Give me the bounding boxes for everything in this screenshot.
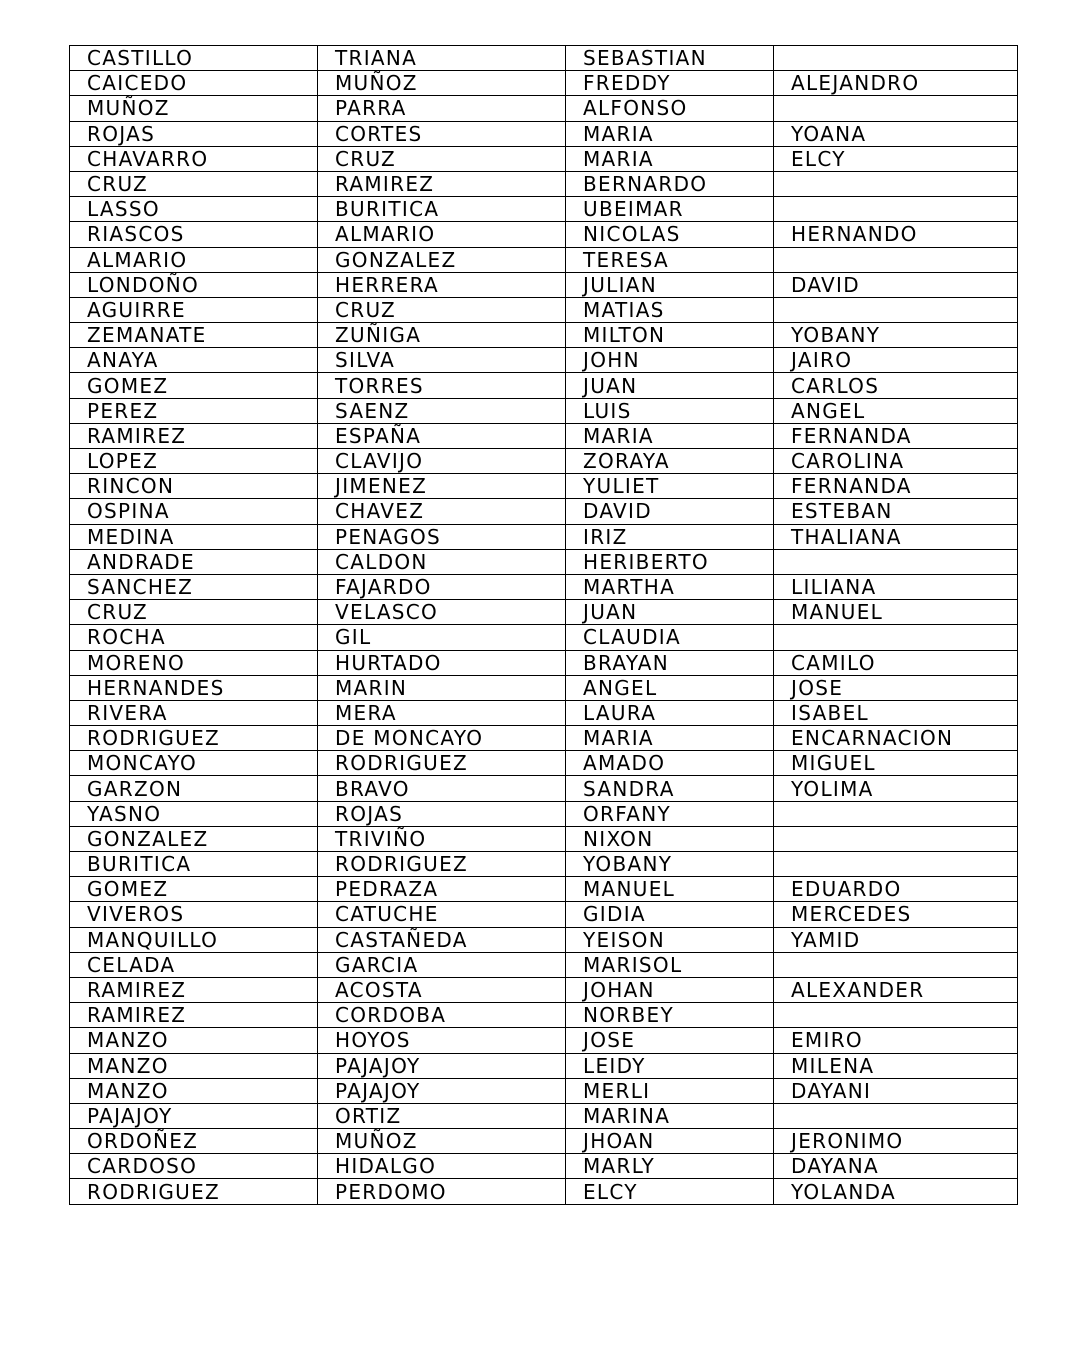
first-name-cell: NIXON xyxy=(566,826,774,851)
first-surname-cell: RAMIREZ xyxy=(70,1003,318,1028)
first-name-cell: IRIZ xyxy=(566,524,774,549)
first-surname-cell: AGUIRRE xyxy=(70,297,318,322)
first-name-cell: JOHN xyxy=(566,348,774,373)
first-surname-cell: RAMIREZ xyxy=(70,423,318,448)
second-name-cell: YAMID xyxy=(774,927,1018,952)
first-surname-cell: CRUZ xyxy=(70,171,318,196)
table-row xyxy=(70,96,1018,121)
table-row xyxy=(70,902,1018,927)
second-name-cell xyxy=(774,1003,1018,1028)
second-surname-cell: PEDRAZA xyxy=(318,877,566,902)
second-surname-cell: PARRA xyxy=(318,96,566,121)
table-row xyxy=(70,197,1018,222)
first-name-cell: HERIBERTO xyxy=(566,549,774,574)
first-name-cell: GIDIA xyxy=(566,902,774,927)
first-name-cell: JHOAN xyxy=(566,1129,774,1154)
second-surname-cell: HIDALGO xyxy=(318,1154,566,1179)
first-surname-cell: MORENO xyxy=(70,650,318,675)
first-name-cell: JUAN xyxy=(566,373,774,398)
first-name-cell: MARINA xyxy=(566,1103,774,1128)
first-name-cell: JULIAN xyxy=(566,272,774,297)
second-name-cell: ELCY xyxy=(774,146,1018,171)
table-row xyxy=(70,700,1018,725)
second-surname-cell: SILVA xyxy=(318,348,566,373)
first-name-cell: ALFONSO xyxy=(566,96,774,121)
first-surname-cell: MANZO xyxy=(70,1053,318,1078)
second-surname-cell: MUÑOZ xyxy=(318,1129,566,1154)
first-surname-cell: CARDOSO xyxy=(70,1154,318,1179)
second-name-cell: EDUARDO xyxy=(774,877,1018,902)
second-name-cell: YOLANDA xyxy=(774,1179,1018,1204)
second-name-cell: ANGEL xyxy=(774,398,1018,423)
first-name-cell: TERESA xyxy=(566,247,774,272)
second-surname-cell: HURTADO xyxy=(318,650,566,675)
first-surname-cell: PAJAJOY xyxy=(70,1103,318,1128)
first-surname-cell: HERNANDES xyxy=(70,675,318,700)
second-surname-cell: MUÑOZ xyxy=(318,71,566,96)
table-row xyxy=(70,323,1018,348)
first-surname-cell: RODRIGUEZ xyxy=(70,726,318,751)
second-surname-cell: CHAVEZ xyxy=(318,499,566,524)
second-name-cell xyxy=(774,96,1018,121)
first-name-cell: MILTON xyxy=(566,323,774,348)
second-name-cell: CAMILO xyxy=(774,650,1018,675)
second-surname-cell: ALMARIO xyxy=(318,222,566,247)
second-surname-cell: PAJAJOY xyxy=(318,1078,566,1103)
first-name-cell: SEBASTIAN xyxy=(566,46,774,71)
first-surname-cell: ORDOÑEZ xyxy=(70,1129,318,1154)
second-surname-cell: CASTAÑEDA xyxy=(318,927,566,952)
second-surname-cell: TRIANA xyxy=(318,46,566,71)
first-surname-cell: RAMIREZ xyxy=(70,977,318,1002)
second-name-cell: DAVID xyxy=(774,272,1018,297)
second-surname-cell: CRUZ xyxy=(318,297,566,322)
table-row xyxy=(70,1103,1018,1128)
first-surname-cell: RINCON xyxy=(70,474,318,499)
table-row xyxy=(70,726,1018,751)
first-surname-cell: LOPEZ xyxy=(70,449,318,474)
first-name-cell: LAURA xyxy=(566,700,774,725)
second-name-cell xyxy=(774,952,1018,977)
second-surname-cell: BURITICA xyxy=(318,197,566,222)
second-surname-cell: CATUCHE xyxy=(318,902,566,927)
table-row xyxy=(70,650,1018,675)
table-row xyxy=(70,852,1018,877)
second-name-cell: ENCARNACION xyxy=(774,726,1018,751)
second-surname-cell: BRAVO xyxy=(318,776,566,801)
second-surname-cell: ESPAÑA xyxy=(318,423,566,448)
first-name-cell: MATIAS xyxy=(566,297,774,322)
second-name-cell xyxy=(774,197,1018,222)
second-name-cell xyxy=(774,171,1018,196)
second-name-cell: YOANA xyxy=(774,121,1018,146)
first-name-cell: LUIS xyxy=(566,398,774,423)
second-name-cell xyxy=(774,801,1018,826)
second-surname-cell: GARCIA xyxy=(318,952,566,977)
first-name-cell: MARTHA xyxy=(566,574,774,599)
second-surname-cell: FAJARDO xyxy=(318,574,566,599)
first-name-cell: JOSE xyxy=(566,1028,774,1053)
table-row xyxy=(70,952,1018,977)
second-name-cell: JERONIMO xyxy=(774,1129,1018,1154)
second-surname-cell: ACOSTA xyxy=(318,977,566,1002)
second-name-cell: MILENA xyxy=(774,1053,1018,1078)
first-name-cell: DAVID xyxy=(566,499,774,524)
table-row xyxy=(70,71,1018,96)
first-surname-cell: MANQUILLO xyxy=(70,927,318,952)
names-document xyxy=(69,45,1017,1205)
first-surname-cell: ROJAS xyxy=(70,121,318,146)
second-name-cell: CARLOS xyxy=(774,373,1018,398)
first-name-cell: LEIDY xyxy=(566,1053,774,1078)
table-row xyxy=(70,121,1018,146)
table-row xyxy=(70,751,1018,776)
second-name-cell: DAYANI xyxy=(774,1078,1018,1103)
first-surname-cell: BURITICA xyxy=(70,852,318,877)
first-name-cell: MARIA xyxy=(566,726,774,751)
table-row xyxy=(70,499,1018,524)
table-row xyxy=(70,1003,1018,1028)
first-surname-cell: GOMEZ xyxy=(70,373,318,398)
second-surname-cell: RODRIGUEZ xyxy=(318,852,566,877)
table-row xyxy=(70,1129,1018,1154)
second-surname-cell: MARIN xyxy=(318,675,566,700)
first-name-cell: YEISON xyxy=(566,927,774,952)
first-name-cell: AMADO xyxy=(566,751,774,776)
first-surname-cell: MUÑOZ xyxy=(70,96,318,121)
table-row xyxy=(70,348,1018,373)
second-surname-cell: TORRES xyxy=(318,373,566,398)
first-surname-cell: MANZO xyxy=(70,1078,318,1103)
first-surname-cell: ANDRADE xyxy=(70,549,318,574)
second-name-cell xyxy=(774,1103,1018,1128)
second-surname-cell: CLAVIJO xyxy=(318,449,566,474)
second-name-cell: MIGUEL xyxy=(774,751,1018,776)
first-surname-cell: CAICEDO xyxy=(70,71,318,96)
first-surname-cell: CELADA xyxy=(70,952,318,977)
first-surname-cell: ROCHA xyxy=(70,625,318,650)
second-name-cell: FERNANDA xyxy=(774,423,1018,448)
first-surname-cell: CRUZ xyxy=(70,600,318,625)
first-surname-cell: GARZON xyxy=(70,776,318,801)
first-name-cell: NICOLAS xyxy=(566,222,774,247)
table-row xyxy=(70,297,1018,322)
second-name-cell xyxy=(774,826,1018,851)
first-name-cell: MANUEL xyxy=(566,877,774,902)
table-row xyxy=(70,675,1018,700)
second-name-cell xyxy=(774,46,1018,71)
second-name-cell: ISABEL xyxy=(774,700,1018,725)
second-surname-cell: TRIVIÑO xyxy=(318,826,566,851)
names-table-body xyxy=(70,46,1018,1205)
second-name-cell: MERCEDES xyxy=(774,902,1018,927)
first-surname-cell: RODRIGUEZ xyxy=(70,1179,318,1204)
first-name-cell: ORFANY xyxy=(566,801,774,826)
first-name-cell: NORBEY xyxy=(566,1003,774,1028)
table-row xyxy=(70,877,1018,902)
second-name-cell xyxy=(774,852,1018,877)
first-surname-cell: MEDINA xyxy=(70,524,318,549)
second-name-cell: FERNANDA xyxy=(774,474,1018,499)
first-name-cell: FREDDY xyxy=(566,71,774,96)
table-row xyxy=(70,625,1018,650)
second-name-cell: MANUEL xyxy=(774,600,1018,625)
second-surname-cell: ZUÑIGA xyxy=(318,323,566,348)
second-surname-cell: MERA xyxy=(318,700,566,725)
second-name-cell: CAROLINA xyxy=(774,449,1018,474)
table-row xyxy=(70,474,1018,499)
second-name-cell: DAYANA xyxy=(774,1154,1018,1179)
second-name-cell xyxy=(774,297,1018,322)
table-row xyxy=(70,398,1018,423)
table-row xyxy=(70,1053,1018,1078)
first-surname-cell: CASTILLO xyxy=(70,46,318,71)
second-surname-cell: ROJAS xyxy=(318,801,566,826)
first-name-cell: MARISOL xyxy=(566,952,774,977)
table-row xyxy=(70,524,1018,549)
second-name-cell: HERNANDO xyxy=(774,222,1018,247)
second-name-cell: THALIANA xyxy=(774,524,1018,549)
first-surname-cell: LASSO xyxy=(70,197,318,222)
first-surname-cell: SANCHEZ xyxy=(70,574,318,599)
table-row xyxy=(70,46,1018,71)
second-surname-cell: ORTIZ xyxy=(318,1103,566,1128)
first-name-cell: JUAN xyxy=(566,600,774,625)
second-surname-cell: PERDOMO xyxy=(318,1179,566,1204)
second-surname-cell: HOYOS xyxy=(318,1028,566,1053)
first-surname-cell: ANAYA xyxy=(70,348,318,373)
table-row xyxy=(70,1078,1018,1103)
second-name-cell: ALEXANDER xyxy=(774,977,1018,1002)
second-surname-cell: RODRIGUEZ xyxy=(318,751,566,776)
table-row xyxy=(70,247,1018,272)
table-row xyxy=(70,927,1018,952)
second-surname-cell: DE MONCAYO xyxy=(318,726,566,751)
second-surname-cell: PENAGOS xyxy=(318,524,566,549)
second-surname-cell: CALDON xyxy=(318,549,566,574)
first-surname-cell: CHAVARRO xyxy=(70,146,318,171)
second-surname-cell: PAJAJOY xyxy=(318,1053,566,1078)
second-name-cell: EMIRO xyxy=(774,1028,1018,1053)
table-row xyxy=(70,373,1018,398)
first-name-cell: ZORAYA xyxy=(566,449,774,474)
second-name-cell xyxy=(774,549,1018,574)
table-row xyxy=(70,549,1018,574)
second-surname-cell: VELASCO xyxy=(318,600,566,625)
second-surname-cell: CORDOBA xyxy=(318,1003,566,1028)
second-surname-cell: HERRERA xyxy=(318,272,566,297)
first-name-cell: BRAYAN xyxy=(566,650,774,675)
first-surname-cell: ALMARIO xyxy=(70,247,318,272)
second-surname-cell: RAMIREZ xyxy=(318,171,566,196)
first-name-cell: JOHAN xyxy=(566,977,774,1002)
first-name-cell: YULIET xyxy=(566,474,774,499)
first-name-cell: SANDRA xyxy=(566,776,774,801)
first-surname-cell: ZEMANATE xyxy=(70,323,318,348)
second-name-cell xyxy=(774,247,1018,272)
table-row xyxy=(70,977,1018,1002)
table-row xyxy=(70,600,1018,625)
first-name-cell: ANGEL xyxy=(566,675,774,700)
second-surname-cell: SAENZ xyxy=(318,398,566,423)
second-surname-cell: JIMENEZ xyxy=(318,474,566,499)
second-name-cell: JAIRO xyxy=(774,348,1018,373)
first-name-cell: MARIA xyxy=(566,146,774,171)
second-name-cell: ALEJANDRO xyxy=(774,71,1018,96)
table-row xyxy=(70,272,1018,297)
second-name-cell: JOSE xyxy=(774,675,1018,700)
first-name-cell: MARIA xyxy=(566,121,774,146)
second-name-cell xyxy=(774,625,1018,650)
second-surname-cell: CORTES xyxy=(318,121,566,146)
first-surname-cell: PEREZ xyxy=(70,398,318,423)
first-surname-cell: RIASCOS xyxy=(70,222,318,247)
second-surname-cell: GONZALEZ xyxy=(318,247,566,272)
table-row xyxy=(70,171,1018,196)
table-row xyxy=(70,801,1018,826)
second-surname-cell: CRUZ xyxy=(318,146,566,171)
table-row xyxy=(70,776,1018,801)
first-name-cell: UBEIMAR xyxy=(566,197,774,222)
first-name-cell: BERNARDO xyxy=(566,171,774,196)
table-row xyxy=(70,423,1018,448)
first-surname-cell: GOMEZ xyxy=(70,877,318,902)
first-surname-cell: MANZO xyxy=(70,1028,318,1053)
first-surname-cell: LONDOÑO xyxy=(70,272,318,297)
first-name-cell: YOBANY xyxy=(566,852,774,877)
table-row xyxy=(70,222,1018,247)
first-name-cell: ELCY xyxy=(566,1179,774,1204)
second-surname-cell: GIL xyxy=(318,625,566,650)
second-name-cell: YOLIMA xyxy=(774,776,1018,801)
names-table xyxy=(69,45,1018,1205)
first-name-cell: MARIA xyxy=(566,423,774,448)
table-row xyxy=(70,146,1018,171)
table-row xyxy=(70,826,1018,851)
first-surname-cell: MONCAYO xyxy=(70,751,318,776)
first-surname-cell: YASNO xyxy=(70,801,318,826)
first-surname-cell: GONZALEZ xyxy=(70,826,318,851)
first-surname-cell: VIVEROS xyxy=(70,902,318,927)
first-surname-cell: RIVERA xyxy=(70,700,318,725)
first-surname-cell: OSPINA xyxy=(70,499,318,524)
table-row xyxy=(70,1154,1018,1179)
table-row xyxy=(70,1028,1018,1053)
second-name-cell: ESTEBAN xyxy=(774,499,1018,524)
first-name-cell: MERLI xyxy=(566,1078,774,1103)
table-row xyxy=(70,574,1018,599)
table-row xyxy=(70,449,1018,474)
second-name-cell: YOBANY xyxy=(774,323,1018,348)
second-name-cell: LILIANA xyxy=(774,574,1018,599)
first-name-cell: CLAUDIA xyxy=(566,625,774,650)
first-name-cell: MARLY xyxy=(566,1154,774,1179)
table-row xyxy=(70,1179,1018,1204)
